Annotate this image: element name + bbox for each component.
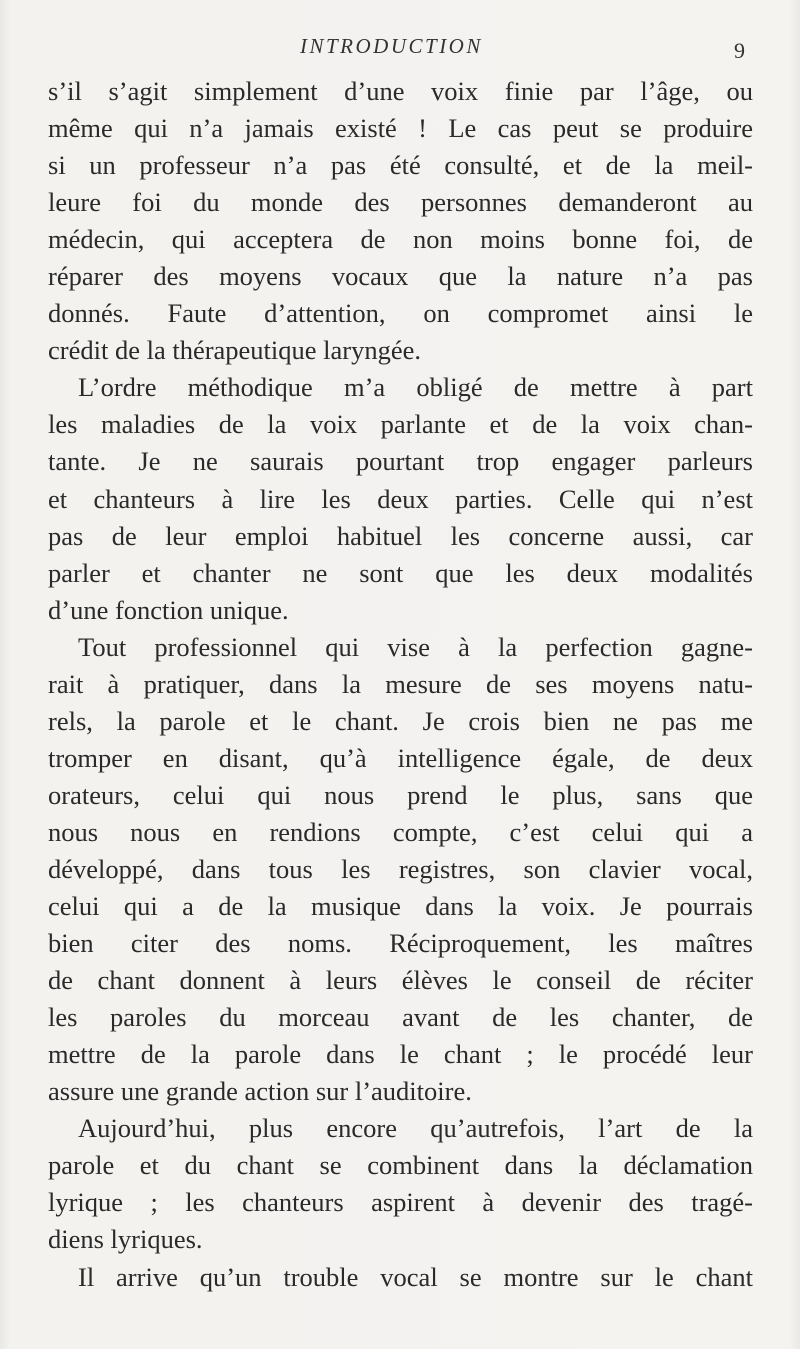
- text-line: médecin, qui acceptera de non moins bonne foi, de: [48, 224, 753, 255]
- text-line: Aujourd’hui, plus encore qu’autrefois, l’art de la: [78, 1113, 753, 1144]
- text-line: Il arrive qu’un trouble vocal se montre sur le chant: [78, 1261, 753, 1292]
- text-line: tante. Je ne saurais pourtant trop engager parleurs: [48, 446, 753, 477]
- text-line: s’il s’agit simplement d’une voix finie par l’âge, ou: [48, 76, 753, 106]
- text-line: leure foi du monde des personnes demanderont au: [48, 187, 753, 218]
- text-line: Tout professionnel qui vise à la perfection gagne-: [78, 631, 753, 662]
- text-line: parler et chanter ne sont que les deux modalités: [48, 557, 753, 588]
- text-line: développé, dans tous les registres, son clavier vocal,: [48, 853, 753, 884]
- text-line: orateurs, celui qui nous prend le plus, sans que: [48, 779, 753, 810]
- text-line: celui qui a de la musique dans la voix. Je pourrais: [48, 891, 753, 922]
- text-line: bien citer des noms. Réciproquement, les maîtres: [48, 928, 753, 959]
- text-line: les maladies de la voix parlante et de la voix chan-: [48, 409, 753, 440]
- text-line: crédit de la thérapeutique laryngée.: [48, 335, 422, 366]
- text-line: donnés. Faute d’attention, on compromet ainsi le: [48, 298, 753, 329]
- text-line: parole et du chant se combinent dans la déclamation: [48, 1150, 753, 1181]
- text-line: même qui n’a jamais existé ! Le cas peut se produire: [48, 113, 753, 144]
- text-line: les paroles du morceau avant de les chanter, de: [48, 1002, 753, 1033]
- page-number: 9: [734, 38, 745, 63]
- text-line: tromper en disant, qu’à intelligence égale, de deux: [48, 742, 753, 773]
- text-line: rait à pratiquer, dans la mesure de ses moyens natu-: [48, 668, 753, 699]
- text-line: L’ordre méthodique m’a obligé de mettre à part: [78, 372, 753, 403]
- text-line: lyrique ; les chanteurs aspirent à devenir des tragé-: [48, 1187, 753, 1218]
- text-line: pas de leur emploi habituel les concerne aussi, car: [48, 520, 753, 551]
- text-line: d’une fonction unique.: [48, 594, 289, 625]
- text-line: réparer des moyens vocaux que la nature n’a pas: [48, 261, 753, 292]
- text-line: mettre de la parole dans le chant ; le procédé leur: [48, 1039, 753, 1070]
- text-line: et chanteurs à lire les deux parties. Celle qui n’est: [48, 483, 753, 514]
- text-line: nous nous en rendions compte, c’est celui qui a: [48, 816, 753, 847]
- text-line: diens lyriques.: [48, 1224, 203, 1255]
- text-line: si un professeur n’a pas été consulté, et de la meil-: [48, 150, 753, 181]
- running-title: INTRODUCTION: [300, 34, 483, 58]
- page-header: [0, 34, 800, 62]
- text-line: de chant donnent à leurs élèves le conseil de réciter: [48, 965, 753, 996]
- text-line: assure une grande action sur l’auditoire.: [48, 1076, 472, 1107]
- text-line: rels, la parole et le chant. Je crois bien ne pas me: [48, 705, 753, 736]
- body-text: [48, 73, 753, 1296]
